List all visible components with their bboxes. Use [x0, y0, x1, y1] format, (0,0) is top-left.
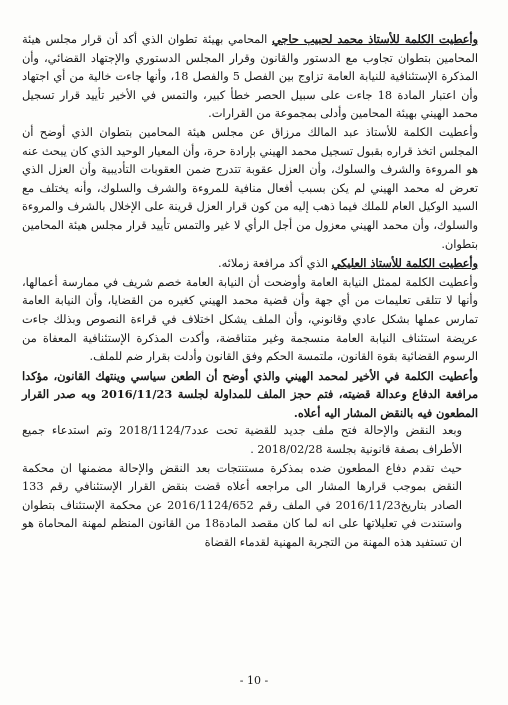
paragraph-lawyer-aliki — [22, 254, 478, 274]
paragraph-defense-memo — [22, 460, 478, 553]
paragraph-lead: وأعطيت الكلمة للأستاذ العليكي — [331, 256, 478, 271]
paragraph-text: وأعطيت الكلمة لممثل النيابة العامة وأوضحت أن النيابة العامة خصم شريف في ممارسة أعمالها، وأنها لا تتلقى تعليمات من أي جهة وأن قضية محمد الهيني كغيره من القضايا، وأن النيابة العامة تمارس عملها بشكل عادي وقانوني، وأن الملف يشكل اختلاف في قراءة النصوص وبذلك جاءت عريضة استئناف النيابة العامة منسجمة وغير متناقضة، وأكدت المذكرة الإستئنافية المعفاة من الرسوم القضائية بقوة القانون، ملتمسة الحكم وفق القانون وأدلت بقرار ضم للملف. — [22, 275, 478, 364]
paragraph-lead: وأعطيت الكلمة للأستاذ محمد لحبيب حاجي — [271, 32, 478, 46]
paragraph-text: وبعد النقض والإحالة فتح ملف جديد للقضية تحت عدد2018/1124/7 وتم استدعاء جميع الأطراف بصفة قانونية بجلسة 2018/02/28 . — [22, 424, 462, 457]
document-body — [22, 30, 478, 553]
paragraph-lawyer-haji — [22, 30, 478, 124]
paragraph-cassation-referral — [22, 422, 478, 459]
paragraph-text: وأعطيت الكلمة للأستاذ عبد المالك مرزاق عن مجلس هيئة المحامين بتطوان الذي أوضح أن المجلس اتخذ قراره بقبول تسجيل محمد الهيني بإرادة حرة، وأن المعيار الوحيد الذي كان يبحث عنه هو المروءة والشرف والسلوك، وأن العزل عقوبة تتدرج ضمن العقوبات التأديبية وأن العزل الذي تعرض له محمد الهيني لم يكن بسبب أفعال منافية للمروءة والشرف والسلوك، وأنه يختلف مع السيد الوكيل العام للملك فيما ذهب إليه من كون قرار العزل قرينة على الإخلال بالشرف والمروءة والسلوك، وأن محمد الهيني معزول من أجل الرأي لا غير والتمس تأييد قرار مجلس هيئة المحامين بتطوان. — [22, 125, 478, 251]
paragraph-bar-council — [22, 124, 478, 254]
paragraph-text: الذي أكد مرافعة زملائه. — [218, 257, 332, 271]
paragraph-final-word — [22, 367, 478, 423]
page-number: - 10 - — [239, 674, 269, 687]
paragraph-public-prosecution — [22, 274, 478, 367]
paragraph-text: حيث تقدم دفاع المطعون ضده بمذكرة مستنتجات بعد النقض والإحالة مضمنها ان محكمة النقض بموجب قرارها المشار الى مراجعه أعلاه قضت بنقض القرار الإستئنافي رقم 133 الصادر بتاريخ2016/11/23 في الملف رقم 2016/1124/652 عن محكمة الإستئناف بتطوان واستندت في تعليلاتها على انه لما كان مقصد المادة18 من القانون المنظم لمهنة المحاماة هو ان تستفيد هذه المهنة من التجربة المهنية لقدماء القضاة — [22, 461, 463, 550]
paragraph-lead: وأعطيت الكلمة في الأخير لمحمد الهيني والذي أوضح أن الطعن سياسي وينتهك القانون، مؤكدا مرافعة الدفاع وعدالة قضيته، فتم حجز الملف للمداولة لجلسة 2016/11/23 وبه صدر القرار المطعون فيه بالنقض المشار اليه أعلاه. — [22, 368, 478, 420]
paragraph-text: المحامي بهيئة تطوان الذي أكد أن قرار مجلس هيئة المحامين بتطوان تجاوب مع الدستور والقانون وقرار المجلس الدستوري والإجتهاد القضائي، وأن المذكرة الإستئنافية للنيابة العامة تزاوج بين الفصل 5 والفصل 18، وأنها جاءت خالية من أي اجتهاد وأن اعتبار المادة 18 جاءت على سبيل الحصر خطأ كبير، والتمس في الأخير تأييد قرار تسجيل محمد الهيني بهيئة المحامين وأدلى بمجموعة من القرارات. — [22, 33, 479, 121]
